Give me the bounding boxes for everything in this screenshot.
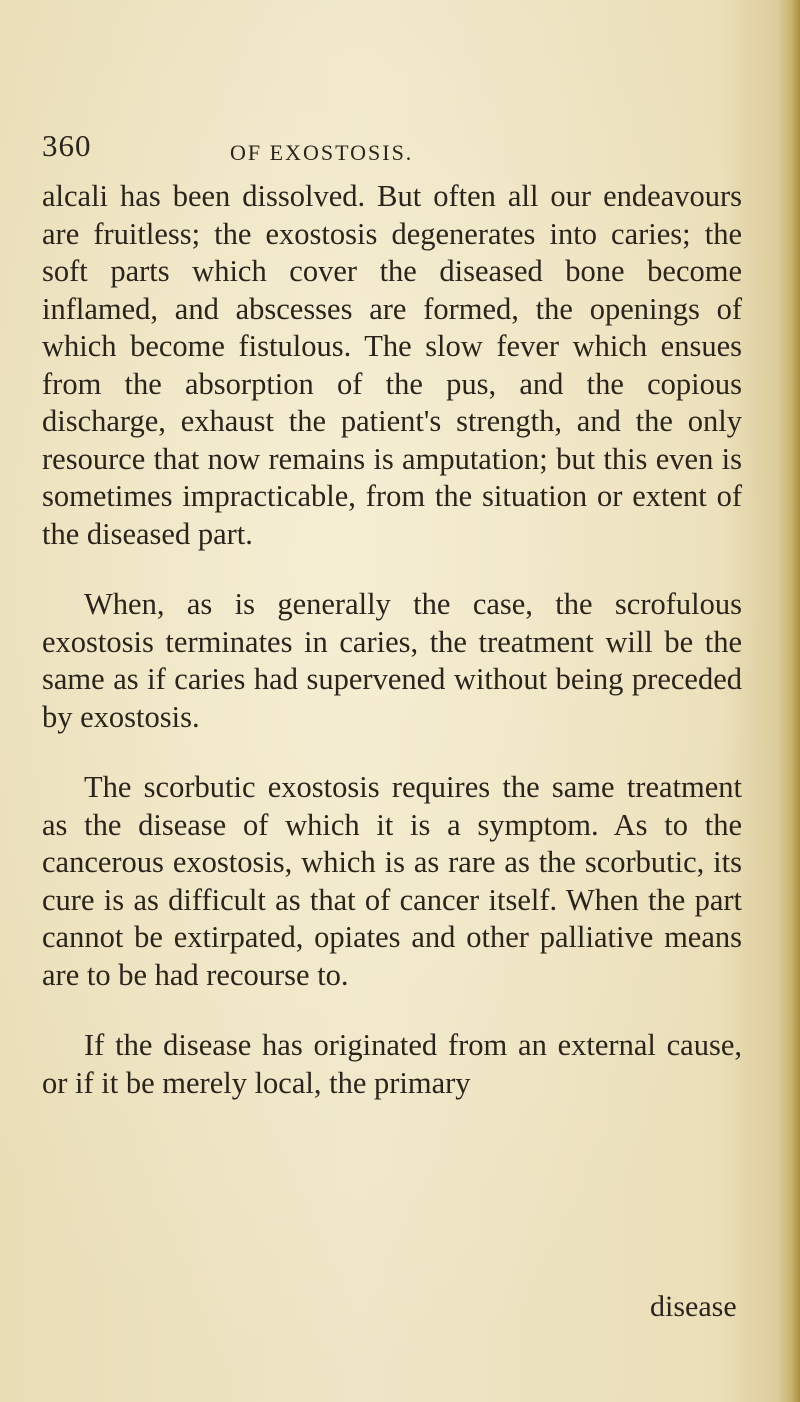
body-text [42,178,742,1102]
paragraph-3: The scorbutic exostosis requires the same treatment as the disease of which it is a symptom. As to the cancerous exostosis, which is as rare as the scorbutic, its cure is as difficult as that of cancer itself. When the part cannot be extirpated, opiates and other palliative means are to be had recourse to. [42,770,742,992]
page-number: 360 [42,128,92,163]
paragraph-2: When, as is generally the case, the scrofulous exostosis terminates in caries, the treatment will be the same as if caries had supervened without being preceded by exostosis. [42,587,742,734]
catchword: disease [650,1290,737,1323]
page-header [42,128,662,172]
paragraph-4: If the disease has originated from an external cause, or if it be merely local, the primary [42,1028,742,1100]
paragraph-1: alcali has been dissolved. But often all our endeavours are fruitless; the exostosis degenerates into caries; the soft parts which cover the diseased bone become inflamed, and abscesses are formed, the openings of which become fistulous. The slow fever which ensues from the absorption of the pus, and the copious discharge, exhaust the patient's strength, and the only resource that now remains is amputation; but this even is sometimes impracticable, from the situation or extent of the diseased part. [42,179,742,551]
page-edge-shadow [778,0,800,1402]
running-head: OF EXOSTOSIS. [230,140,414,165]
